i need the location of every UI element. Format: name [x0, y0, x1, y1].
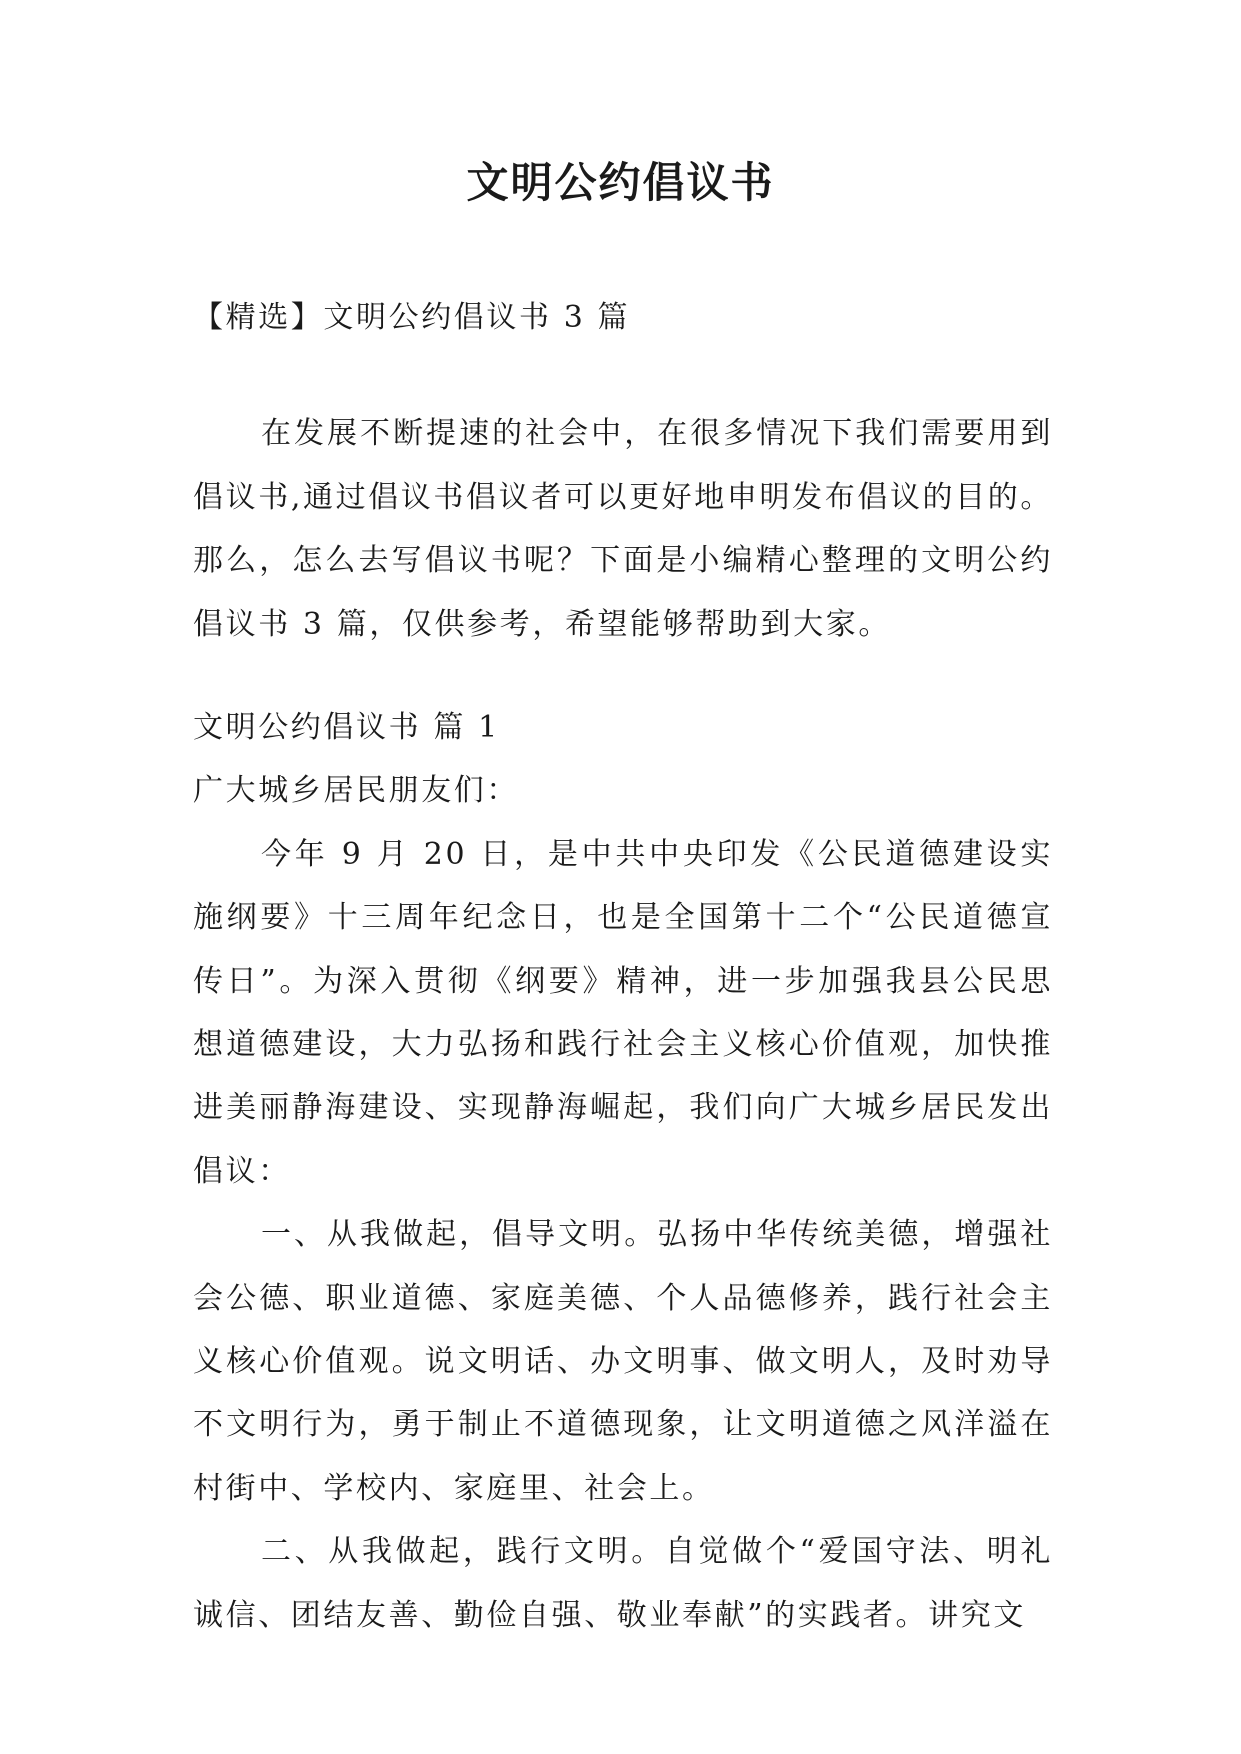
intro-paragraph: 在发展不断提速的社会中，在很多情况下我们需要用到倡议书,通过倡议书倡议者可以更好地申明发布倡议的目的。那么，怎么去写倡议书呢？下面是小编精心整理的文明公约倡议书 3 篇，仅供参考，希望能够帮助到大家。 [193, 416, 1053, 642]
document-subtitle: 【精选】文明公约倡议书 3 篇 [193, 300, 631, 335]
article-1 [193, 696, 1053, 1647]
article-heading: 文明公约倡议书 篇 1 [193, 710, 500, 745]
document-title: 文明公约倡议书 [466, 158, 775, 207]
article-paragraph: 二、从我做起，践行文明。自觉做个“爱国守法、明礼诚信、团结友善、勤俭自强、敬业奉献”的实践者。讲究文 [193, 1534, 1053, 1633]
article-paragraph: 一、从我做起，倡导文明。弘扬中华传统美德，增强社会公德、职业道德、家庭美德、个人品德修养，践行社会主义核心价值观。说文明话、办文明事、做文明人，及时劝导不文明行为，勇于制止不道德现象，让文明道德之风洋溢在村街中、学校内、家庭里、社会上。 [193, 1217, 1053, 1506]
article-salutation: 广大城乡居民朋友们： [193, 773, 519, 809]
article-paragraph: 今年 9 月 20 日，是中共中央印发《公民道德建设实施纲要》十三周年纪念日，也是全国第十二个“公民道德宣传日”。为深入贯彻《纲要》精神，进一步加强我县公民思想道德建设，大力弘扬和践行社会主义核心价值观，加快推进美丽静海建设、实现静海崛起，我们向广大城乡居民发出倡议： [193, 836, 1053, 1189]
